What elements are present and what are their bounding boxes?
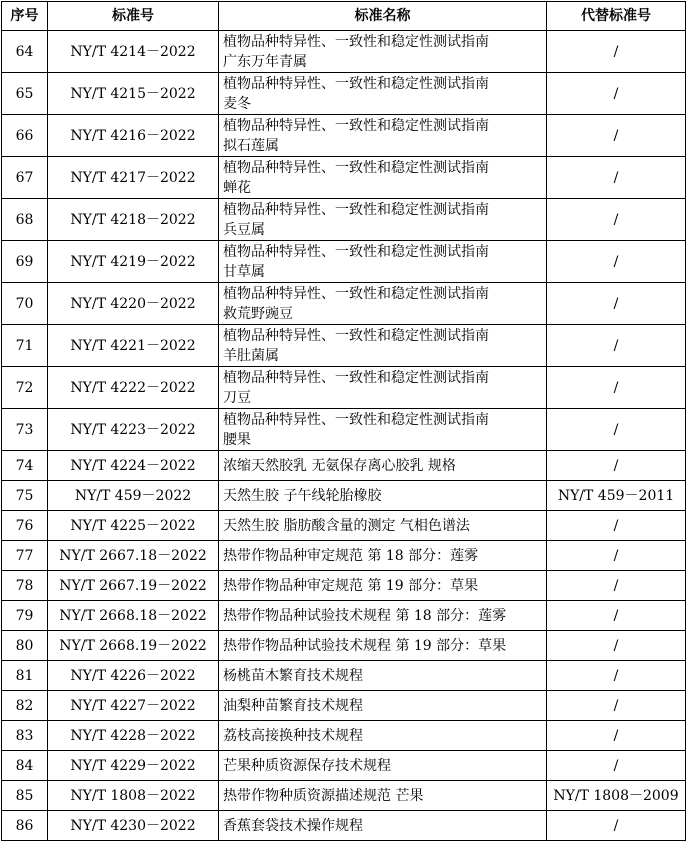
replaced-standard: / (547, 691, 686, 721)
row-number: 64 (2, 31, 48, 73)
standard-name: 油梨种苗繁育技术规程 (219, 691, 547, 721)
standard-name: 植物品种特异性、一致性和稳定性测试指南 拟石莲属 (219, 115, 547, 157)
row-number: 71 (2, 325, 48, 367)
replaced-standard: / (547, 601, 686, 631)
table-row (2, 325, 686, 367)
replaced-standard: / (547, 661, 686, 691)
replaced-standard: / (547, 199, 686, 241)
standard-code: NY/T 2667.18－2022 (48, 541, 219, 571)
table-row (2, 481, 686, 511)
row-number: 65 (2, 73, 48, 115)
standard-code: NY/T 4223－2022 (48, 409, 219, 451)
replaced-standard: / (547, 283, 686, 325)
replaced-standard: / (547, 115, 686, 157)
table-row (2, 157, 686, 199)
row-number: 67 (2, 157, 48, 199)
table-row (2, 631, 686, 661)
standard-code: NY/T 4225－2022 (48, 511, 219, 541)
row-number: 70 (2, 283, 48, 325)
standard-code: NY/T 2668.19－2022 (48, 631, 219, 661)
replaced-standard: / (547, 811, 686, 841)
replaced-standard: / (547, 631, 686, 661)
standard-name: 植物品种特异性、一致性和稳定性测试指南 救荒野豌豆 (219, 283, 547, 325)
standard-code: NY/T 4229－2022 (48, 751, 219, 781)
standard-code: NY/T 2667.19－2022 (48, 571, 219, 601)
standard-code: NY/T 4227－2022 (48, 691, 219, 721)
table-row (2, 661, 686, 691)
row-number: 86 (2, 811, 48, 841)
standard-code: NY/T 4214－2022 (48, 31, 219, 73)
standard-name: 热带作物品种试验技术规程 第 18 部分：莲雾 (219, 601, 547, 631)
standard-code: NY/T 4215－2022 (48, 73, 219, 115)
table-row (2, 241, 686, 283)
replaced-standard: / (547, 31, 686, 73)
standard-code: NY/T 4221－2022 (48, 325, 219, 367)
header-row (2, 2, 686, 31)
table-row (2, 367, 686, 409)
replaced-standard: / (547, 409, 686, 451)
standard-code: NY/T 4218－2022 (48, 199, 219, 241)
header-replaces: 代替标准号 (547, 2, 686, 31)
standard-code: NY/T 2668.18－2022 (48, 601, 219, 631)
header-code: 标准号 (48, 2, 219, 31)
table-row (2, 691, 686, 721)
table-row (2, 451, 686, 481)
row-number: 76 (2, 511, 48, 541)
row-number: 75 (2, 481, 48, 511)
standard-code: NY/T 4222－2022 (48, 367, 219, 409)
standard-code: NY/T 4219－2022 (48, 241, 219, 283)
row-number: 77 (2, 541, 48, 571)
row-number: 82 (2, 691, 48, 721)
row-number: 81 (2, 661, 48, 691)
standard-name: 植物品种特异性、一致性和稳定性测试指南 刀豆 (219, 367, 547, 409)
standard-name: 热带作物品种试验技术规程 第 19 部分：草果 (219, 631, 547, 661)
replaced-standard: / (547, 241, 686, 283)
standard-name: 天然生胶 脂肪酸含量的测定 气相色谱法 (219, 511, 547, 541)
row-number: 68 (2, 199, 48, 241)
row-number: 74 (2, 451, 48, 481)
replaced-standard: / (547, 367, 686, 409)
table-row (2, 811, 686, 841)
table-row (2, 31, 686, 73)
replaced-standard: / (547, 721, 686, 751)
standard-code: NY/T 459－2022 (48, 481, 219, 511)
standard-name: 植物品种特异性、一致性和稳定性测试指南 兵豆属 (219, 199, 547, 241)
standard-name: 热带作物种质资源描述规范 芒果 (219, 781, 547, 811)
standard-code: NY/T 1808－2022 (48, 781, 219, 811)
standard-name: 浓缩天然胶乳 无氨保存离心胶乳 规格 (219, 451, 547, 481)
table-row (2, 511, 686, 541)
standard-code: NY/T 4228－2022 (48, 721, 219, 751)
replaced-standard: NY/T 1808－2009 (547, 781, 686, 811)
replaced-standard: NY/T 459－2011 (547, 481, 686, 511)
table-row (2, 115, 686, 157)
table-row (2, 541, 686, 571)
replaced-standard: / (547, 571, 686, 601)
standard-code: NY/T 4230－2022 (48, 811, 219, 841)
table-row (2, 781, 686, 811)
standard-name: 香蕉套袋技术操作规程 (219, 811, 547, 841)
row-number: 72 (2, 367, 48, 409)
row-number: 69 (2, 241, 48, 283)
table-row (2, 409, 686, 451)
table-row (2, 601, 686, 631)
header-name: 标准名称 (219, 2, 547, 31)
standard-name: 天然生胶 子午线轮胎橡胶 (219, 481, 547, 511)
header-no: 序号 (2, 2, 48, 31)
standard-name: 芒果种质资源保存技术规程 (219, 751, 547, 781)
standard-name: 热带作物品种审定规范 第 19 部分：草果 (219, 571, 547, 601)
row-number: 83 (2, 721, 48, 751)
table-row (2, 73, 686, 115)
table-row (2, 721, 686, 751)
standard-name: 植物品种特异性、一致性和稳定性测试指南 羊肚菌属 (219, 325, 547, 367)
standards-table (1, 1, 686, 841)
row-number: 66 (2, 115, 48, 157)
replaced-standard: / (547, 325, 686, 367)
standard-code: NY/T 4226－2022 (48, 661, 219, 691)
replaced-standard: / (547, 541, 686, 571)
table-row (2, 571, 686, 601)
standard-name: 杨桃苗木繁育技术规程 (219, 661, 547, 691)
standard-name: 热带作物品种审定规范 第 18 部分：莲雾 (219, 541, 547, 571)
replaced-standard: / (547, 157, 686, 199)
table-body (2, 31, 686, 841)
row-number: 73 (2, 409, 48, 451)
table-row (2, 751, 686, 781)
standard-code: NY/T 4224－2022 (48, 451, 219, 481)
standard-name: 植物品种特异性、一致性和稳定性测试指南 广东万年青属 (219, 31, 547, 73)
replaced-standard: / (547, 451, 686, 481)
replaced-standard: / (547, 511, 686, 541)
standard-code: NY/T 4220－2022 (48, 283, 219, 325)
table-row (2, 283, 686, 325)
standard-name: 荔枝高接换种技术规程 (219, 721, 547, 751)
standard-code: NY/T 4216－2022 (48, 115, 219, 157)
standard-name: 植物品种特异性、一致性和稳定性测试指南 麦冬 (219, 73, 547, 115)
row-number: 80 (2, 631, 48, 661)
row-number: 79 (2, 601, 48, 631)
row-number: 84 (2, 751, 48, 781)
row-number: 78 (2, 571, 48, 601)
standard-name: 植物品种特异性、一致性和稳定性测试指南 蝉花 (219, 157, 547, 199)
row-number: 85 (2, 781, 48, 811)
standard-name: 植物品种特异性、一致性和稳定性测试指南 腰果 (219, 409, 547, 451)
replaced-standard: / (547, 73, 686, 115)
standard-code: NY/T 4217－2022 (48, 157, 219, 199)
replaced-standard: / (547, 751, 686, 781)
table-row (2, 199, 686, 241)
standard-name: 植物品种特异性、一致性和稳定性测试指南 甘草属 (219, 241, 547, 283)
